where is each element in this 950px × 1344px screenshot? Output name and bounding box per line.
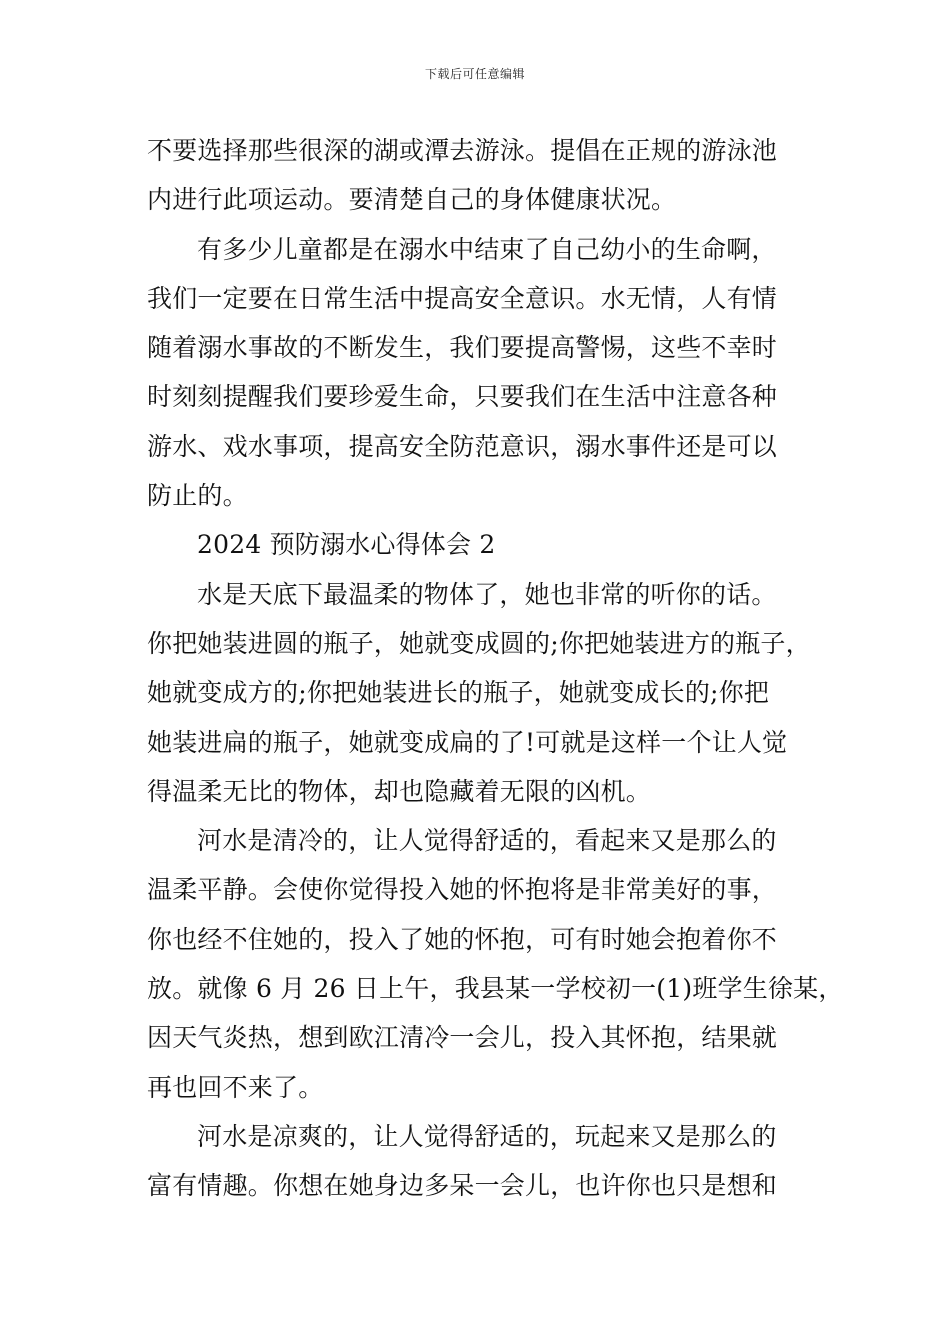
- text-line: 随着溺水事故的不断发生，我们要提高警惕，这些不幸时: [147, 333, 778, 363]
- text-line: 她就变成方的;你把她装进长的瓶子，她就变成长的;你把: [147, 678, 770, 708]
- text-line: 我们一定要在日常生活中提高安全意识。水无情，人有情: [147, 283, 778, 313]
- document-body: [147, 126, 844, 1211]
- text-line: 温柔平静。会使你觉得投入她的怀抱将是非常美好的事，: [147, 875, 778, 905]
- paragraph-start-line: 水是天底下最温柔的物体了，她也非常的听你的话。: [197, 579, 777, 609]
- text-line: 她装进扁的瓶子，她就变成扁的了!可就是这样一个让人觉: [147, 727, 788, 757]
- page-header: 下载后可任意编辑: [424, 67, 525, 81]
- text-line: 游水、戏水事项，提高安全防范意识，溺水事件还是可以: [147, 431, 778, 461]
- paragraph-start-line: 河水是凉爽的，让人觉得舒适的，玩起来又是那么的: [197, 1121, 777, 1151]
- text-line: 你把她装进圆的瓶子，她就变成圆的;你把她装进方的瓶子，: [147, 628, 811, 658]
- text-line: 不要选择那些很深的湖或潭去游泳。提倡在正规的游泳池: [147, 136, 778, 165]
- text-line: 防止的。: [147, 481, 248, 511]
- text-line: 因天气炎热，想到欧江清冷一会儿，投入其怀抱，结果就: [147, 1023, 778, 1053]
- text-line: 时刻刻提醒我们要珍爱生命，只要我们在生活中注意各种: [147, 382, 778, 412]
- text-line: 内进行此项运动。要清楚自己的身体健康状况。: [147, 185, 677, 215]
- section-heading: 2024 预防溺水心得体会 2: [197, 530, 496, 560]
- text-line: 得温柔无比的物体，却也隐藏着无限的凶机。: [147, 776, 652, 806]
- text-line: 再也回不来了。: [147, 1072, 324, 1102]
- paragraph-start-line: 有多少儿童都是在溺水中结束了自己幼小的生命啊，: [197, 234, 777, 264]
- paragraph-start-line: 河水是清冷的，让人觉得舒适的，看起来又是那么的: [197, 826, 777, 856]
- text-line: 富有情趣。你想在她身边多呆一会儿，也许你也只是想和: [147, 1171, 778, 1201]
- text-line: 放。就像 6 月 26 日上午，我县某一学校初一(1)班学生徐某，: [147, 974, 844, 1004]
- text-line: 你也经不住她的，投入了她的怀抱，可有时她会抱着你不: [147, 924, 778, 954]
